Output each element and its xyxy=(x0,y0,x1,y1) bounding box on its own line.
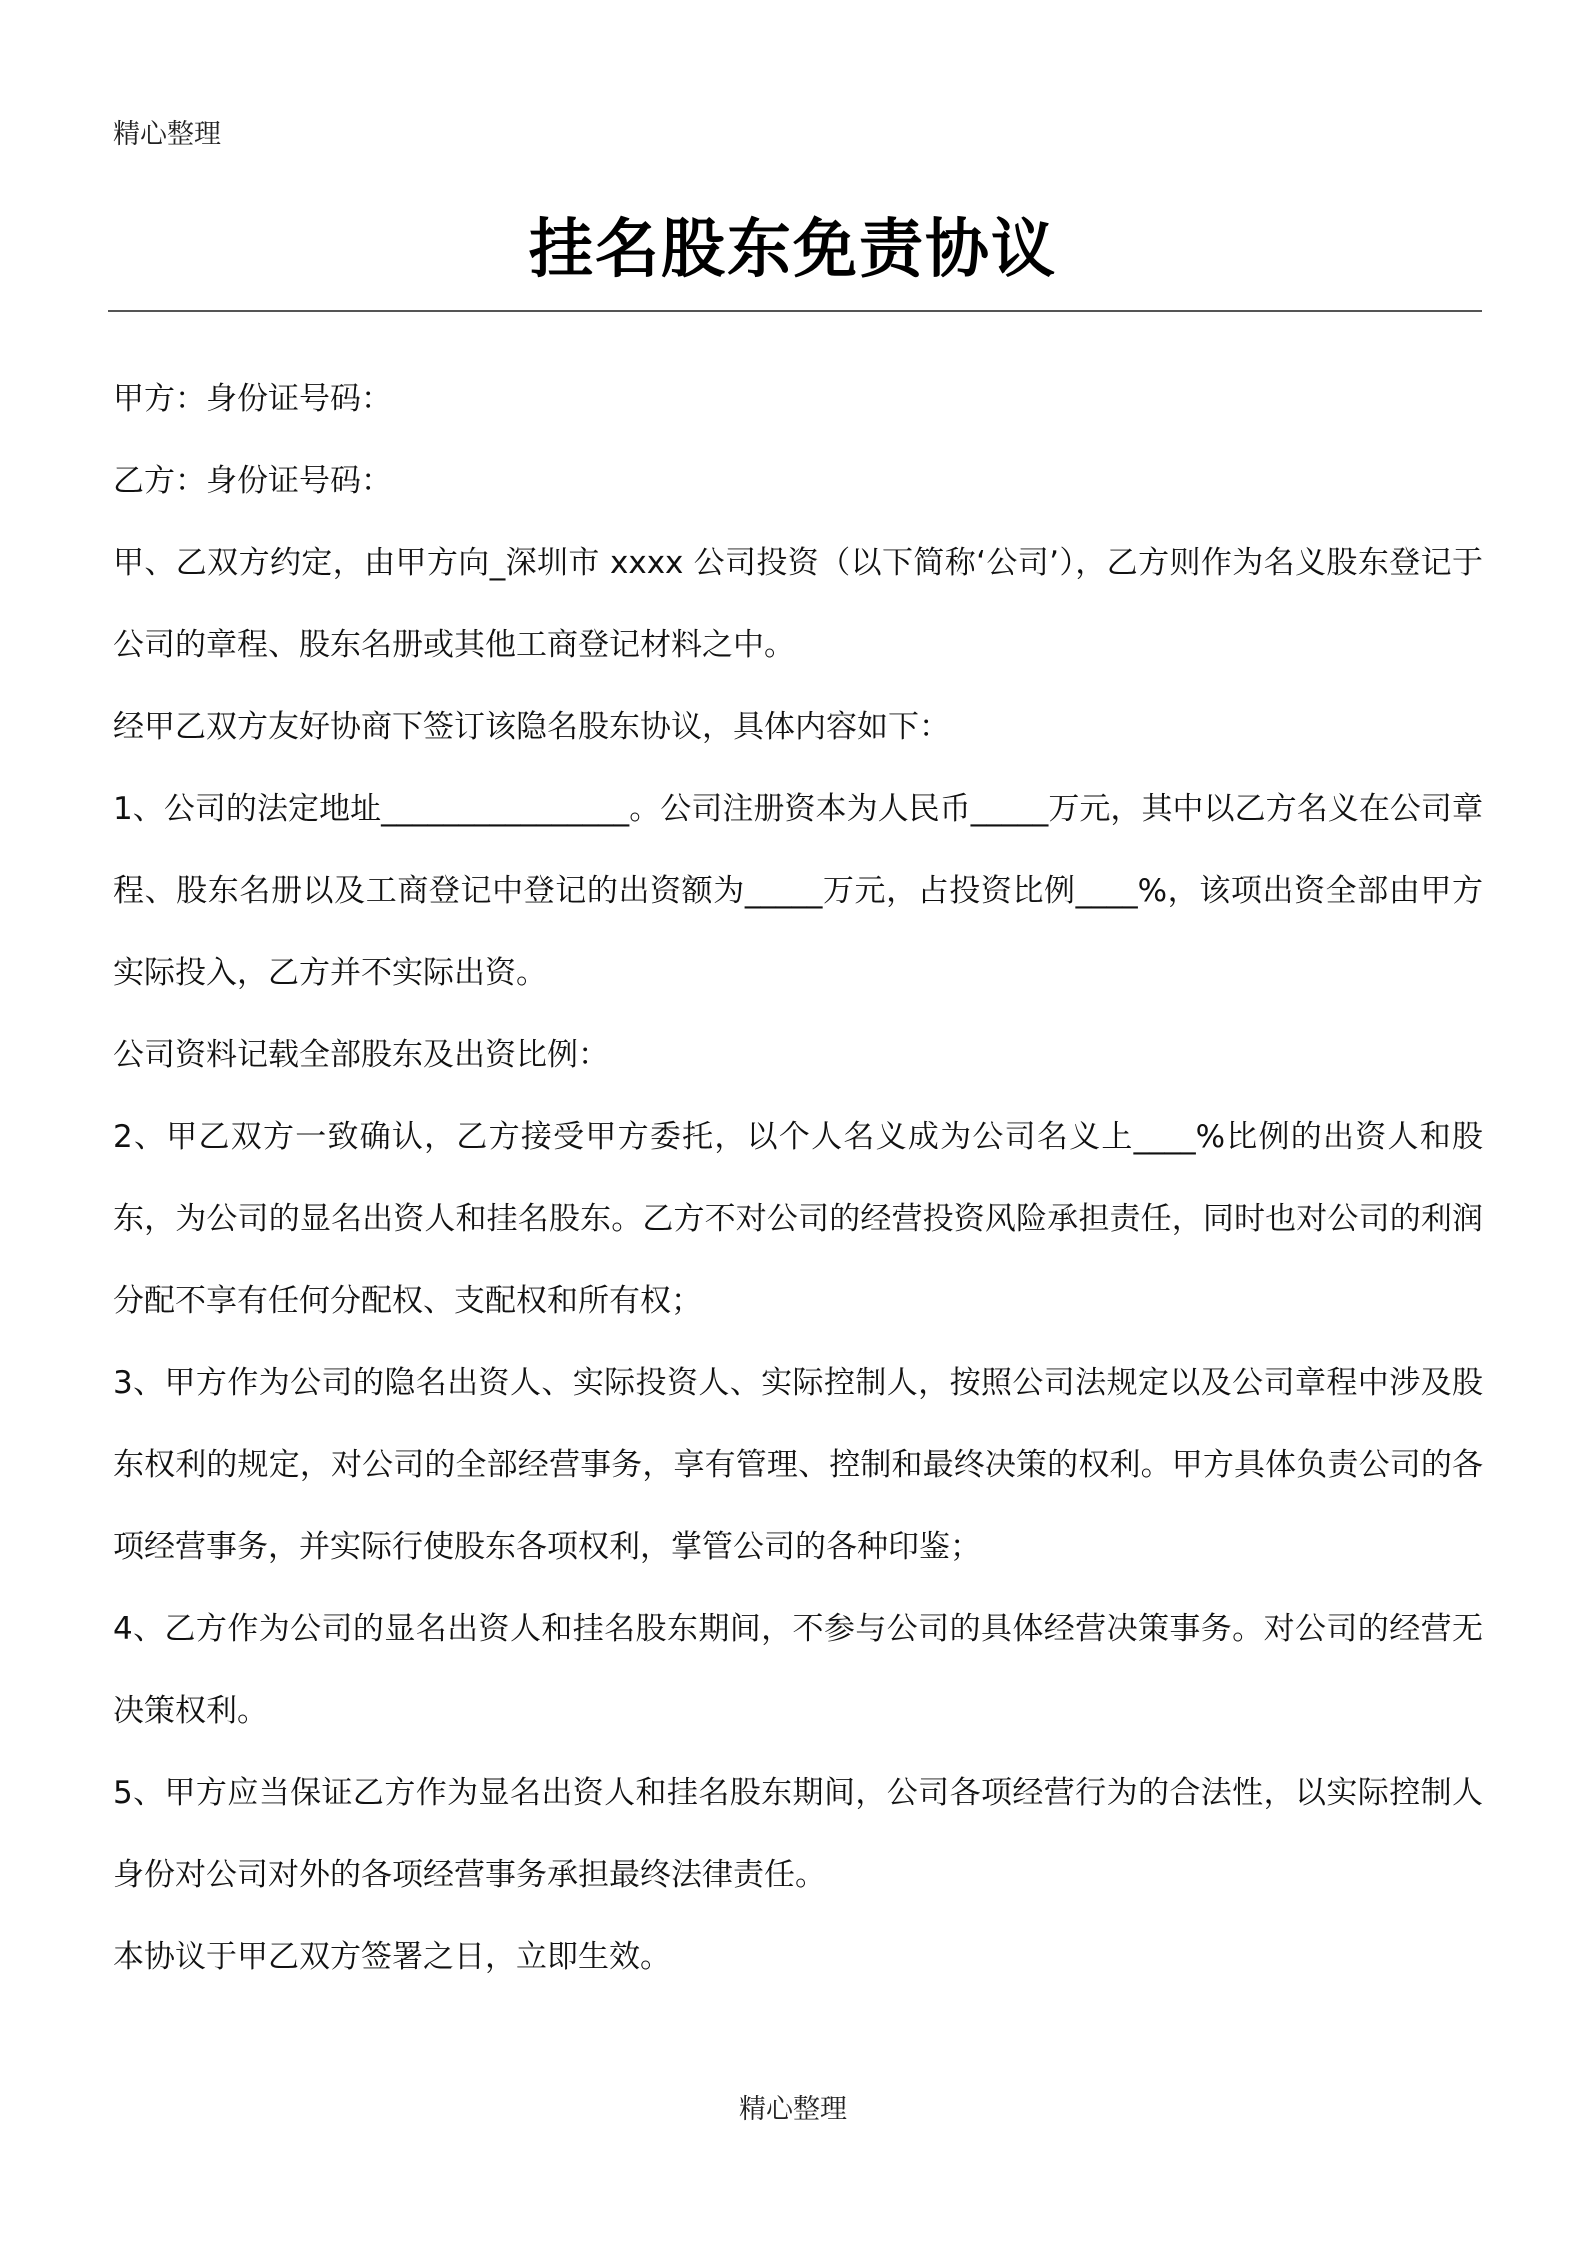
clause-4: 4、乙方作为公司的显名出资人和挂名股东期间，不参与公司的具体经营决策事务。对公司的经营无决策权利。 xyxy=(113,1611,1483,1729)
header-note: 精心整理 xyxy=(113,119,221,150)
document-title: 挂名股东免责协议 xyxy=(529,213,1057,287)
clause-3: 3、甲方作为公司的隐名出资人、实际投资人、实际控制人，按照公司法规定以及公司章程中涉及股东权利的规定，对公司的全部经营事务，享有管理、控制和最终决策的权利。甲方具体负责公司的各项经营事务，并实际行使股东各项权利，掌管公司的各种印鉴； xyxy=(113,1365,1483,1565)
title-divider xyxy=(108,310,1482,312)
agreement-intro: 经甲乙双方友好协商下签订该隐名股东协议，具体内容如下： xyxy=(113,709,950,745)
footer-note: 精心整理 xyxy=(739,2094,847,2125)
clause-2: 2、甲乙双方一致确认，乙方接受甲方委托，以个人名义成为公司名义上____%比例的出资人和股东，为公司的显名出资人和挂名股东。乙方不对公司的经营投资风险承担责任，同时也对公司的利润分配不享有任何分配权、支配权和所有权； xyxy=(113,1119,1483,1319)
document-body xyxy=(113,358,1483,1998)
shareholder-record-note: 公司资料记载全部股东及出资比例： xyxy=(113,1037,609,1073)
party-a-line: 甲方：身份证号码： xyxy=(113,381,392,417)
agreement-preamble: 甲、乙双方约定，由甲方向_深圳市 xxxx 公司投资（以下简称‘公司’），乙方则作为名义股东登记于公司的章程、股东名册或其他工商登记材料之中。 xyxy=(113,545,1483,663)
party-b-line: 乙方：身份证号码： xyxy=(113,463,392,499)
effective-clause: 本协议于甲乙双方签署之日，立即生效。 xyxy=(113,1939,671,1975)
clause-5: 5、甲方应当保证乙方作为显名出资人和挂名股东期间，公司各项经营行为的合法性，以实际控制人身份对公司对外的各项经营事务承担最终法律责任。 xyxy=(113,1775,1483,1893)
clause-1: 1、公司的法定地址________________。公司注册资本为人民币_____万元，其中以乙方名义在公司章程、股东名册以及工商登记中登记的出资额为_____万元，占投资比例____%，该项出资全部由甲方实际投入，乙方并不实际出资。 xyxy=(113,791,1483,991)
